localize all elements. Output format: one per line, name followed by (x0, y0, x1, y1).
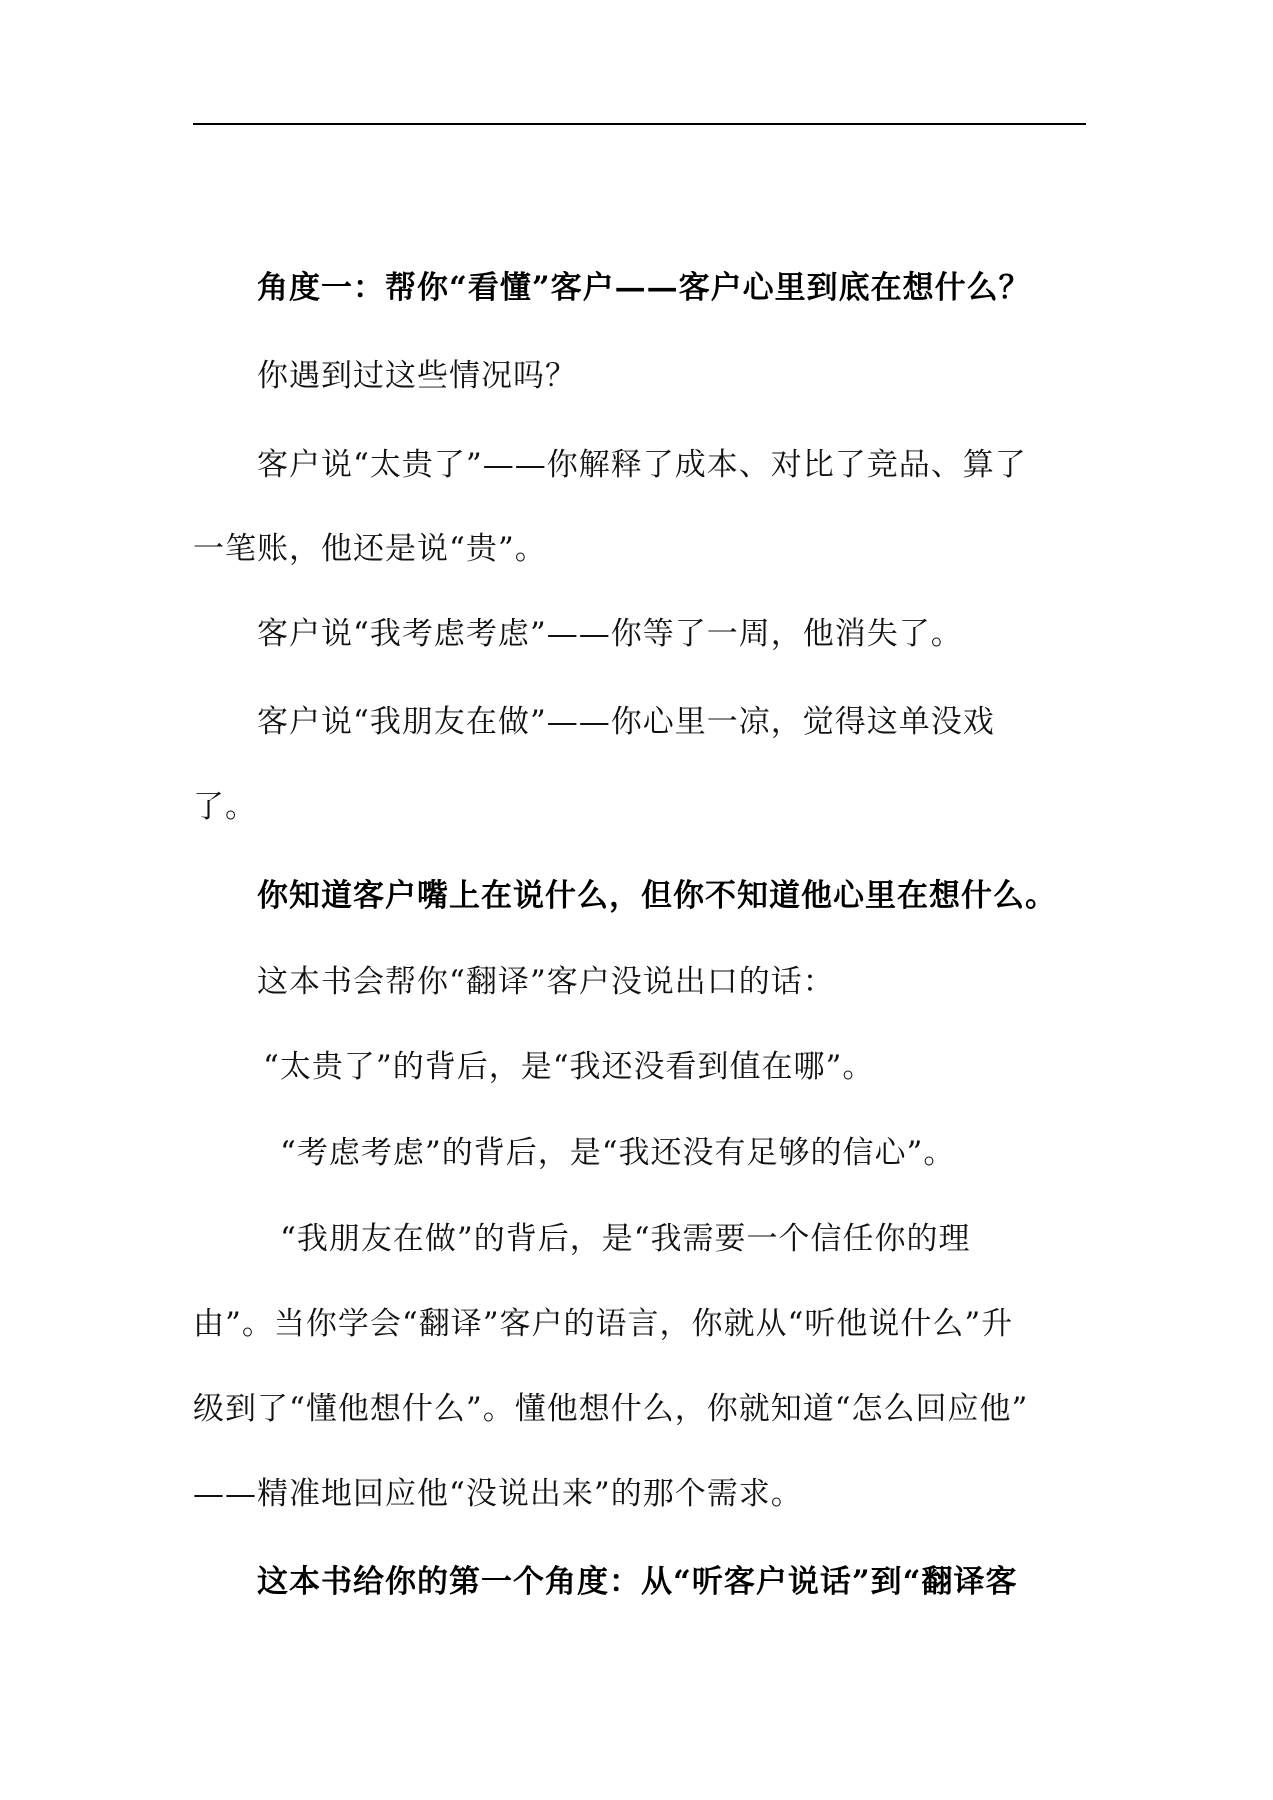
paragraph-line: 客户说“我朋友在做”——你心里一凉，觉得这单没戏 (257, 704, 995, 740)
paragraph-line: 这本书会帮你“翻译”客户没说出口的话： (257, 964, 835, 1000)
emphasis-line: 你知道客户嘴上在说什么，但你不知道他心里在想什么。 (257, 878, 1057, 914)
paragraph-line: 一笔账，他还是说“贵”。 (193, 531, 547, 567)
header-rule (193, 123, 1086, 125)
section-heading: 角度一：帮你“看懂”客户——客户心里到底在想什么？ (257, 270, 1031, 306)
quote-line: “考虑考虑”的背后，是“我还没有足够的信心”。 (280, 1135, 956, 1171)
paragraph-line: 了。 (193, 789, 257, 825)
paragraph-line: 由”。当你学会“翻译”客户的语言，你就从“听他说什么”升 (193, 1306, 1014, 1342)
paragraph-line: 级到了“懂他想什么”。懂他想什么，你就知道“怎么回应他” (193, 1391, 1029, 1427)
quote-line: “太贵了”的背后，是“我还没看到值在哪”。 (263, 1049, 875, 1085)
quote-line: “我朋友在做”的背后，是“我需要一个信任你的理 (280, 1221, 971, 1257)
paragraph-line: ——精准地回应他“没说出来”的那个需求。 (193, 1476, 803, 1512)
emphasis-line: 这本书给你的第一个角度：从“听客户说话”到“翻译客 (257, 1564, 1018, 1600)
paragraph-line: 你遇到过这些情况吗？ (257, 358, 577, 394)
paragraph-line: 客户说“我考虑考虑”——你等了一周，他消失了。 (257, 616, 963, 652)
paragraph-line: 客户说“太贵了”——你解释了成本、对比了竞品、算了 (257, 447, 1027, 483)
